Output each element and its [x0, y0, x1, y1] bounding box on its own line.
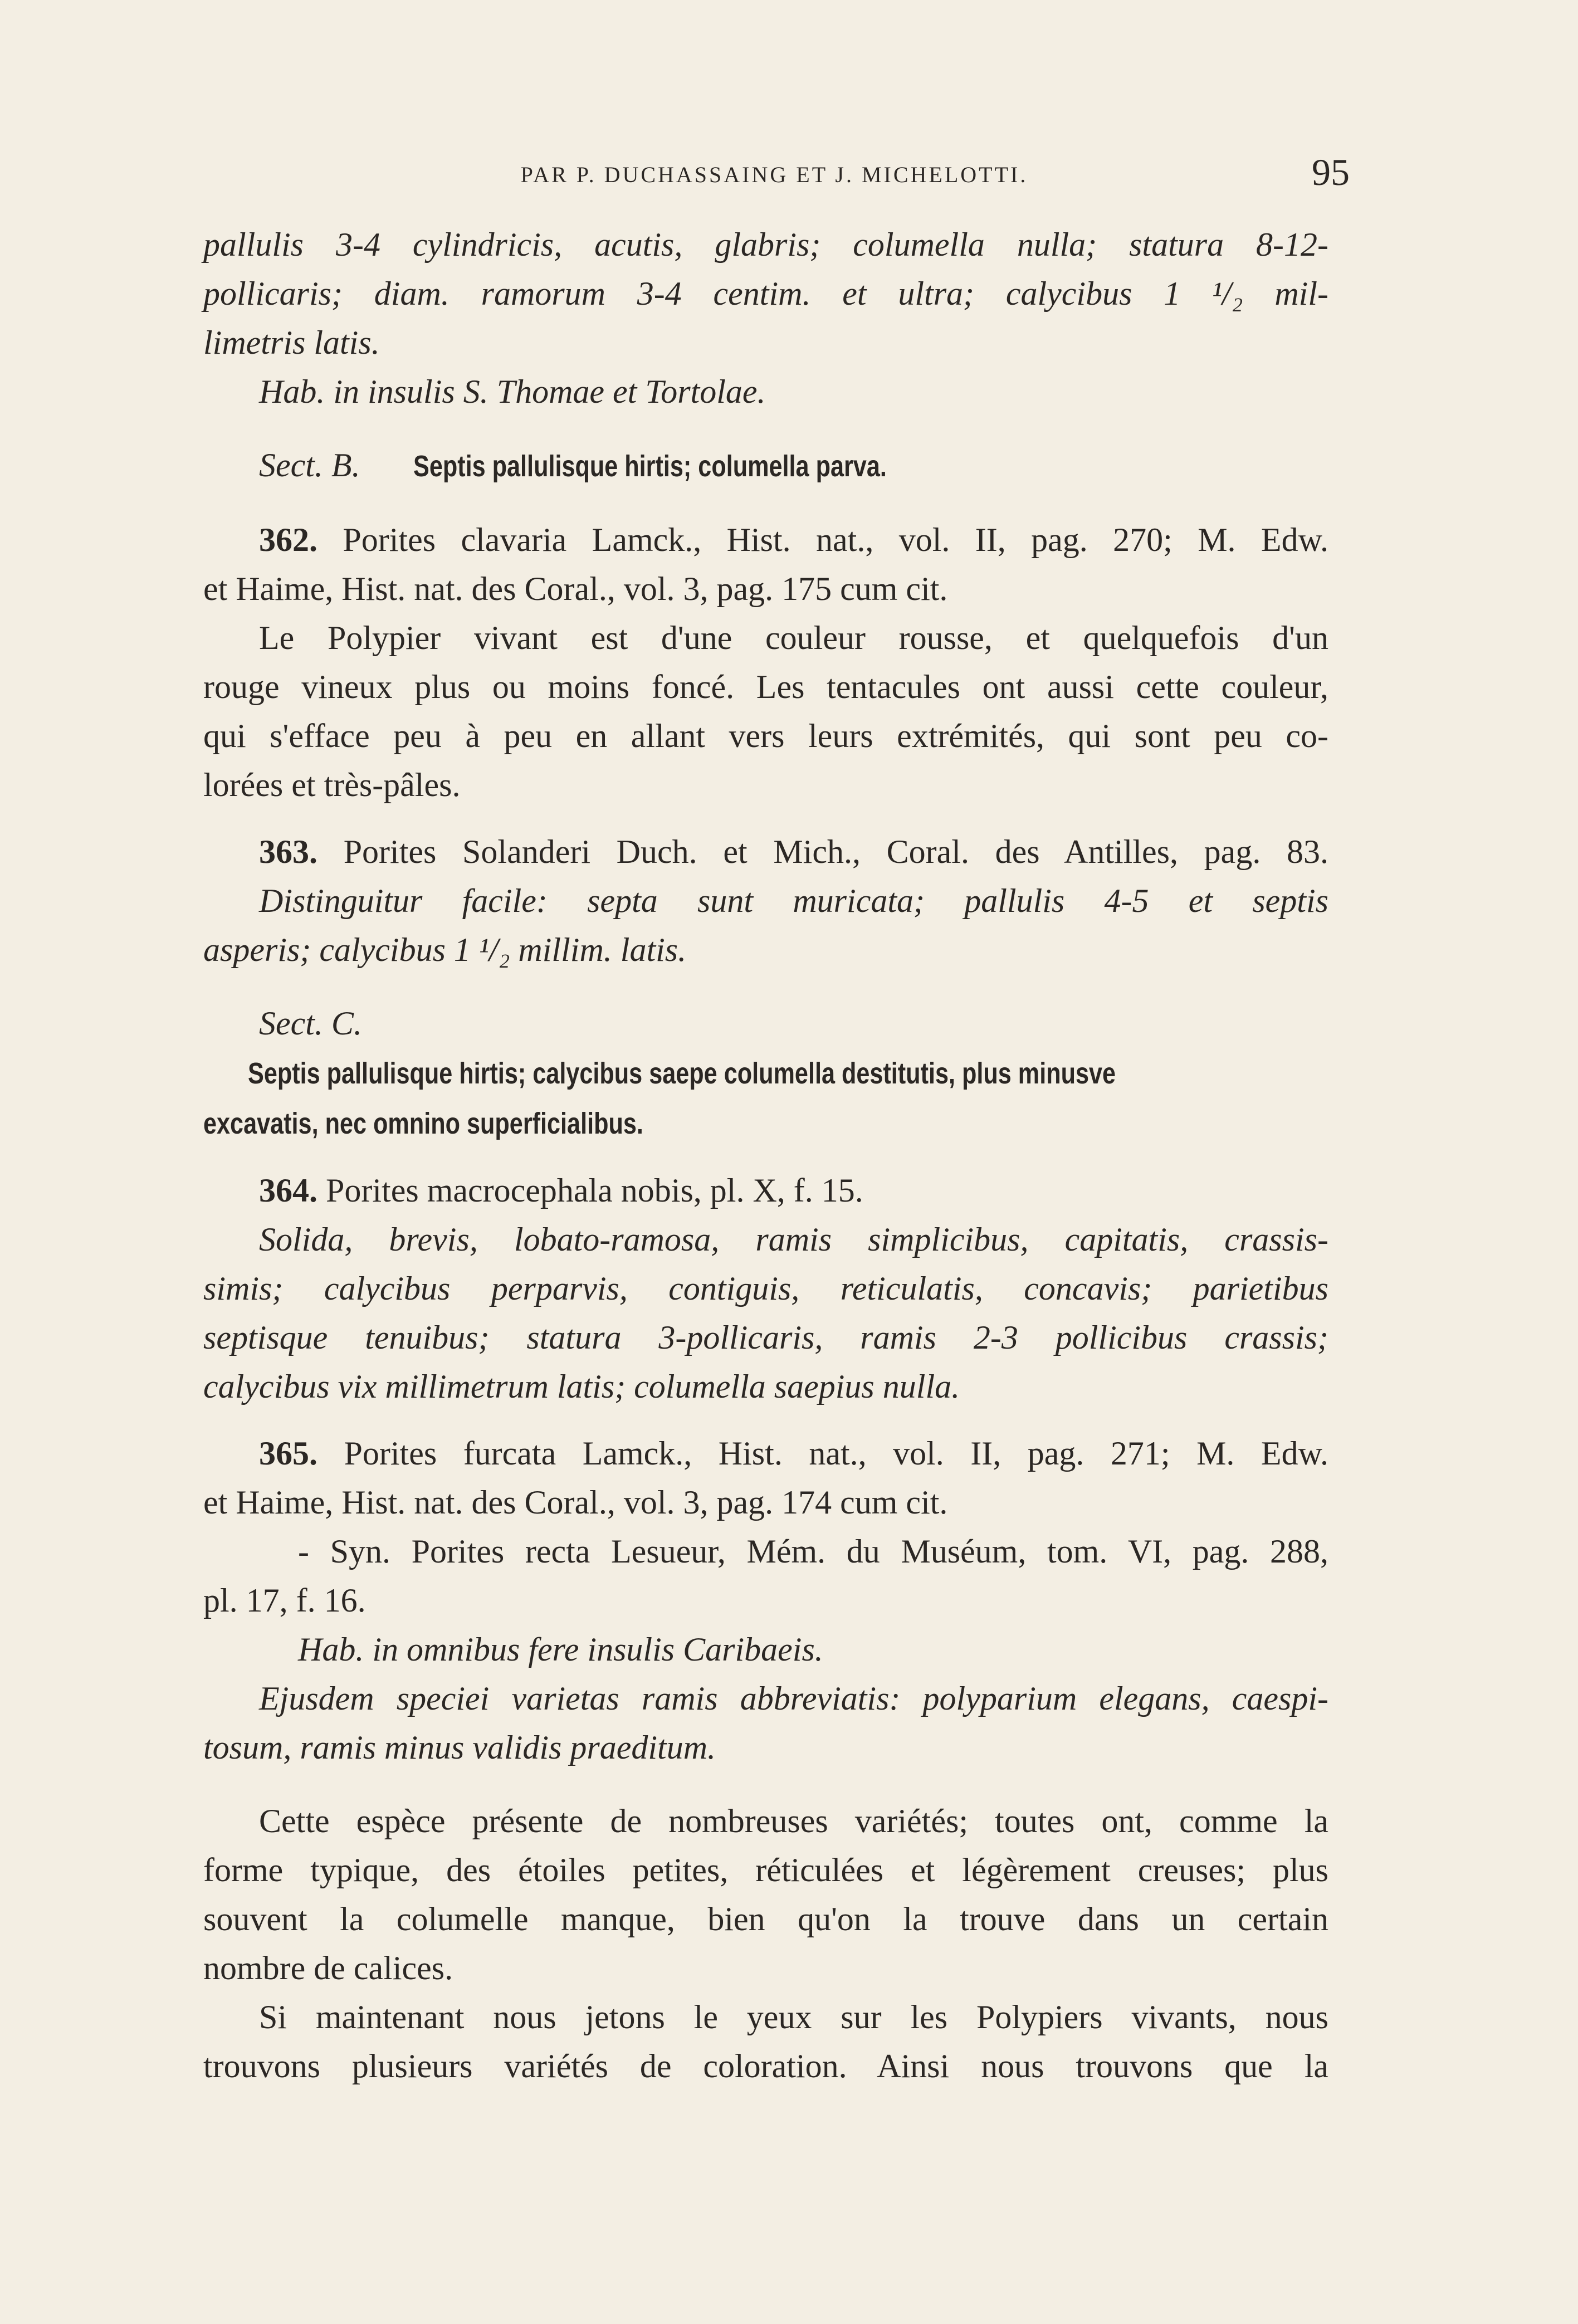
entry-362-desc: lorées et très-pâles. — [203, 766, 461, 803]
entry-365-line: et Haime, Hist. nat. des Coral., vol. 3, pag. 174 cum cit. — [203, 1484, 948, 1521]
entry-number: 364. — [259, 1172, 317, 1209]
paragraph-line: forme typique, des étoiles petites, réticulées et légèrement creuses; plus — [203, 1852, 1328, 1888]
entry-362-desc: Le Polypier vivant est d'une couleur rousse, et quelquefois d'un — [259, 619, 1328, 656]
entry-364-desc: septisque tenuibus; statura 3-pollicaris, ramis 2-3 pollicibus crassis; — [203, 1319, 1328, 1356]
section-c-text: Septis pallulisque hirtis; calycibus saepe columella destitutis, plus minusve — [248, 1057, 1116, 1090]
paragraph-line: Si maintenant nous jetons le yeux sur les Polypiers vivants, nous — [259, 1999, 1328, 2035]
entry-362-line — [203, 515, 1328, 564]
habitat-line: Hab. in insulis S. Thomae et Tortolae. — [259, 373, 766, 410]
entry-362-line: et Haime, Hist. nat. des Coral., vol. 3, pag. 175 cum cit. — [203, 570, 948, 607]
entry-365-synonym: - Syn. Porites recta Lesueur, Mém. du Muséum, tom. VI, pag. 288, — [298, 1533, 1328, 1570]
section-b-label: Sect. B. — [259, 447, 360, 484]
paragraph-line: trouvons plusieurs variétés de coloration. Ainsi nous trouvons que la — [203, 2048, 1328, 2084]
entry-citation: Porites clavaria Lamck., Hist. nat., vol. II, pag. 270; M. Edw. — [343, 521, 1329, 558]
paragraph-line: souvent la columelle manque, bien qu'on la trouve dans un certain — [203, 1901, 1328, 1937]
entry-365-synonym: pl. 17, f. 16. — [203, 1582, 366, 1619]
text-line: pallulis 3-4 cylindricis, acutis, glabris; columella nulla; statura 8-12- — [203, 226, 1328, 263]
entry-364-desc: simis; calycibus perparvis, contiguis, reticulatis, concavis; parietibus — [203, 1270, 1328, 1307]
section-b-heading — [203, 441, 1328, 491]
running-head: PAR P. DUCHASSAING ET J. MICHELOTTI. — [520, 162, 1028, 187]
section-c-label: Sect. C. — [259, 1005, 362, 1042]
entry-citation: Porites Solanderi Duch. et Mich., Coral. des Antilles, pag. 83. — [343, 833, 1328, 870]
paragraph-line: Cette espèce présente de nombreuses variétés; toutes ont, comme la — [259, 1803, 1328, 1839]
entry-364-line — [203, 1166, 1328, 1215]
section-b-text: Septis pallulisque hirtis; columella parva. — [413, 450, 887, 483]
entry-365-variety: Ejusdem speciei varietas ramis abbreviatis: polyparium elegans, caespi- — [259, 1680, 1328, 1717]
entry-363-desc: asperis; calycibus 1 ¹/₂ millim. latis. — [203, 931, 687, 968]
entry-364-desc: calycibus vix millimetrum latis; columella saepius nulla. — [203, 1368, 960, 1405]
entry-362-desc: rouge vineux plus ou moins foncé. Les tentacules ont aussi cette couleur, — [203, 668, 1328, 705]
entry-citation: Porites macrocephala nobis, pl. X, f. 15. — [326, 1172, 863, 1209]
text-line: limetris latis. — [203, 324, 380, 361]
entry-citation: Porites furcata Lamck., Hist. nat., vol. II, pag. 271; M. Edw. — [344, 1435, 1329, 1472]
entry-363-line — [203, 827, 1328, 876]
habitat-line: Hab. in omnibus fere insulis Caribaeis. — [298, 1631, 823, 1668]
entry-364-desc: Solida, brevis, lobato-ramosa, ramis simplicibus, capitatis, crassis- — [259, 1221, 1328, 1258]
entry-number: 362. — [259, 521, 317, 558]
section-c-text: excavatis, nec omnino superficialibus. — [203, 1107, 643, 1140]
page-number: 95 — [1312, 151, 1350, 193]
entry-number: 365. — [259, 1435, 317, 1472]
entry-362-desc: qui s'efface peu à peu en allant vers leurs extrémités, qui sont peu co- — [203, 717, 1328, 754]
entry-363-desc: Distinguitur facile: septa sunt muricata; pallulis 4-5 et septis — [259, 882, 1328, 919]
paragraph-line: nombre de calices. — [203, 1950, 453, 1986]
section-c-heading-cont — [203, 1098, 1328, 1148]
entry-365-variety: tosum, ramis minus validis praeditum. — [203, 1729, 716, 1766]
entry-365-line — [203, 1429, 1328, 1478]
entry-number: 363. — [259, 833, 317, 870]
body-text — [203, 220, 1328, 2091]
text-line: pollicaris; diam. ramorum 3-4 centim. et ultra; calycibus 1 ¹/₂ mil- — [203, 275, 1328, 312]
section-c-heading — [203, 999, 1328, 1098]
